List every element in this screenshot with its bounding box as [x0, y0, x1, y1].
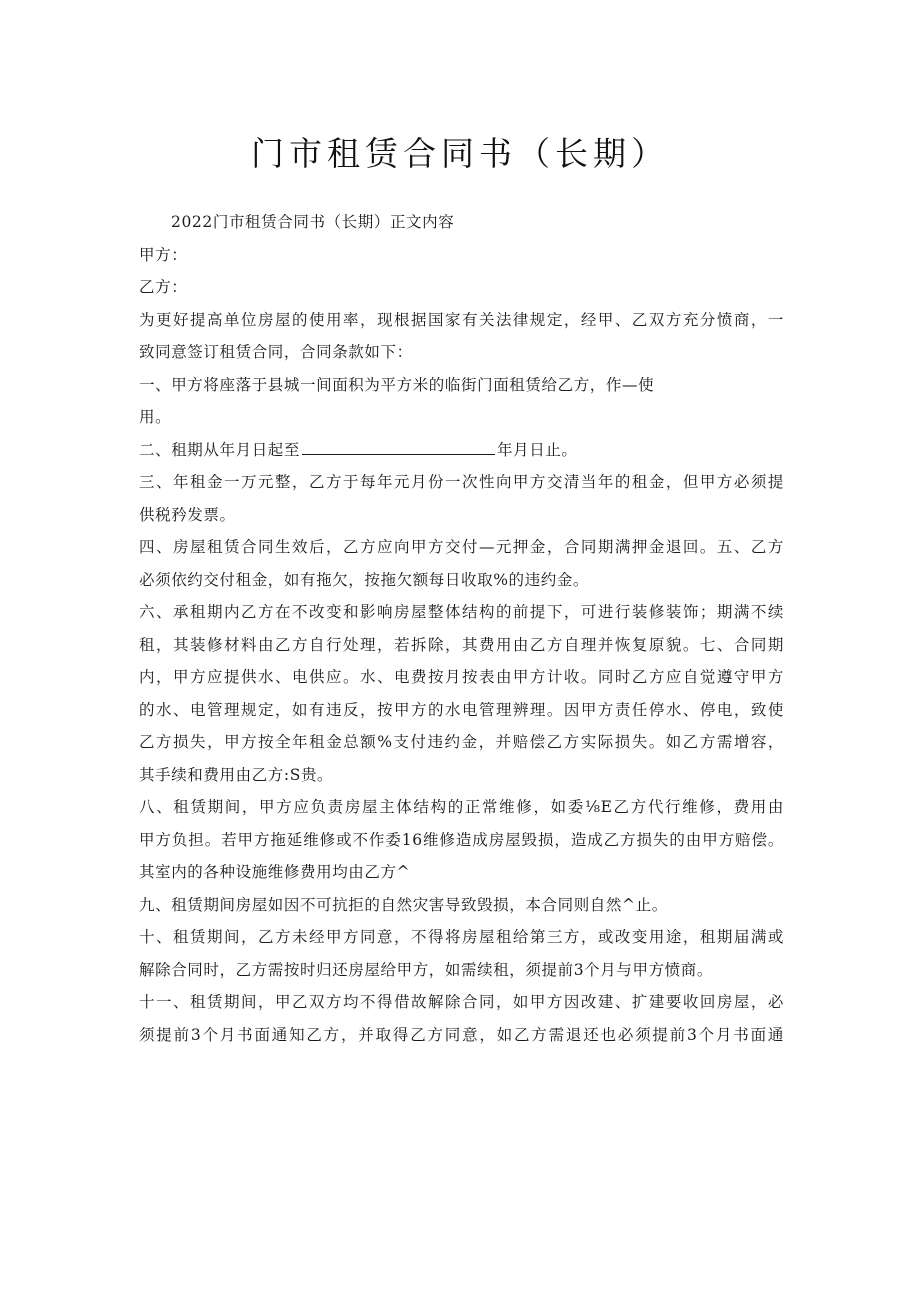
- clause-10-line-2: 解除合同时，乙方需按时归还房屋给甲方，如需续租，须提前3个月与甲方愤商。: [139, 960, 713, 979]
- clause-8-line-3: 其室内的各种设施维修费用均由乙方^: [139, 863, 411, 881]
- clause-2-text-after: 年月日止。: [497, 440, 578, 459]
- contract-body: [139, 206, 784, 1051]
- clause-3-line-2: 供税矜发票。: [139, 505, 236, 524]
- clause-6-line-1: 六、承租期内乙方在不改变和影响房屋整体结构的前提下，可进行装修装饰；期满不续: [139, 603, 784, 621]
- document-subtitle: 2022门市租赁合同书（长期）正文内容: [171, 213, 455, 231]
- clause-5-line: 必须依约交付租金，如有拖欠，按拖欠额每日收取%的违约金。: [139, 570, 590, 589]
- clause-3-line-1: 三、年租金一万元整，乙方于每年元月份一次性向甲方交清当年的租金，但甲方必须提: [139, 473, 784, 491]
- clause-8-line-2: 甲方负担。若甲方拖延维修或不作委16维修造成房屋毁损，造成乙方损失的由甲方赔偿。: [139, 830, 784, 849]
- clause-7-line-2: 的水、电管理规定，如有违反，按甲方的水电管理辨理。因甲方责任停水、停电，致使: [139, 700, 784, 719]
- clause-2-text-before: 二、租期从年月日起至: [139, 440, 301, 459]
- clause-10-line-1: 十、租赁期间，乙方未经甲方同意，不得将房屋租给第三方，或改变用途，租期届满或: [139, 928, 784, 946]
- clause-11-line-2: 须提前3个月书面通知乙方，并取得乙方同意，如乙方需退还也必须提前3个月书面通: [139, 1025, 784, 1044]
- party-b-line: 乙方：: [139, 278, 188, 296]
- clause-4-line-1: 四、房屋租赁合同生效后，乙方应向甲方交付—元押金，合同期满押金退回。五、乙方: [139, 538, 784, 556]
- preamble-line-1: 为更好提高单位房屋的使用率，现根据国家有关法律规定，经甲、乙双方充分愤商，一: [139, 310, 784, 329]
- clause-7-line-1: 内，甲方应提供水、电供应。水、电费按月按表由甲方计收。同时乙方应自觉遵守甲方: [139, 668, 784, 686]
- party-a-line: 甲方：: [139, 245, 188, 264]
- clause-2-line: [139, 434, 784, 467]
- clause-11-line-1: 十一、租赁期间，甲乙双方均不得借故解除合同，如甲方因改建、扩建要收回房屋，必: [139, 993, 784, 1011]
- clause-8-line-1: 八、租赁期间，甲方应负责房屋主体结构的正常维修，如委⅛E乙方代行维修，费用由: [139, 798, 784, 816]
- clause-1-line-2: 用。: [139, 408, 172, 426]
- clause-9-line: 九、租赁期间房屋如因不可抗拒的自然灾害导致毁损，本合同则自然^止。: [139, 895, 668, 914]
- term-end-date-blank: [302, 440, 495, 455]
- clause-7-line-4: 其手续和费用由乙方:S贵。: [139, 765, 334, 784]
- clause-7-line-3: 乙方损失，甲方按全年租金总额%支付违约金，并赔偿乙方实际损失。如乙方需增容，: [139, 733, 784, 751]
- clause-1-line-1: 一、甲方将座落于县城一间面积为平方米的临街门面租赁给乙方，作—使: [139, 375, 655, 394]
- page-title: 门市租赁合同书（长期）: [251, 134, 669, 173]
- preamble-line-2: 致同意签订租赁合同，合同条款如下：: [139, 343, 413, 361]
- clause-6-line-2: 租，其装修材料由乙方自行处理，若拆除，其费用由乙方自理并恢复原貌。七、合同期: [139, 635, 784, 654]
